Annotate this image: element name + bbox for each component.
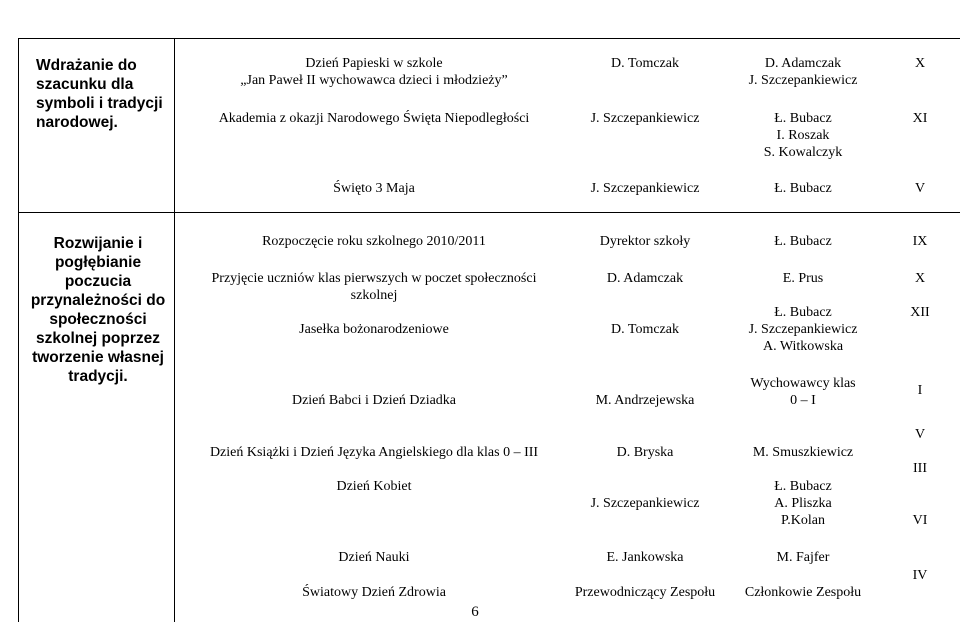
section1-event: Święto 3 Maja bbox=[333, 181, 415, 196]
section2-month: VI bbox=[912, 513, 928, 528]
section1-coordinator: J. Szczepankiewicz bbox=[590, 111, 700, 126]
section1-event: Akademia z okazji Narodowego Święta Niepodległości bbox=[218, 111, 530, 126]
section2-responsible: Ł. Bubacz bbox=[774, 479, 832, 494]
section2-month: I bbox=[917, 383, 923, 398]
section1-coordinator: D. Tomczak bbox=[611, 56, 679, 71]
section2-event: Przyjęcie uczniów klas pierwszych w poczet społeczności bbox=[211, 271, 537, 286]
section1-event: „Jan Paweł II wychowawca dzieci i młodzieży” bbox=[240, 73, 508, 88]
section1-responsible: Ł. Bubacz bbox=[774, 181, 832, 196]
section1-responsible: Ł. Bubacz bbox=[774, 111, 832, 126]
section2-event: Dzień Nauki bbox=[338, 550, 410, 565]
section2-coordinator: M. Andrzejewska bbox=[595, 393, 695, 408]
section1-responsible: I. Roszak bbox=[776, 128, 830, 143]
section1-responsible: S. Kowalczyk bbox=[763, 145, 843, 160]
section2-responsible: Wychowawcy klas bbox=[750, 376, 856, 391]
section2-responsible: Ł. Bubacz bbox=[774, 305, 832, 320]
section-divider bbox=[18, 212, 960, 213]
section2-coordinator: D. Bryska bbox=[616, 445, 674, 460]
table-left-border bbox=[18, 38, 19, 622]
section2-responsible: Członkowie Zespołu bbox=[744, 585, 862, 600]
section2-coordinator: Przewodniczący Zespołu bbox=[574, 585, 716, 600]
section2-responsible: A. Witkowska bbox=[762, 339, 844, 354]
section2-responsible: E. Prus bbox=[782, 271, 824, 286]
section2-goal: Rozwijanie i pogłębianie poczucia przynależności do społeczności szkolnej poprzez tworzenie własnej tradycji. bbox=[30, 235, 166, 385]
section1-responsible: D. Adamczak bbox=[764, 56, 842, 71]
section2-month: V bbox=[914, 427, 926, 442]
section2-month: IV bbox=[912, 568, 928, 583]
section1-coordinator: J. Szczepankiewicz bbox=[590, 181, 700, 196]
section2-event: Jasełka bożonarodzeniowe bbox=[299, 322, 449, 337]
section2-event: Dzień Kobiet bbox=[336, 479, 412, 494]
section1-event: Dzień Papieski w szkole bbox=[305, 56, 443, 71]
section2-month: III bbox=[913, 461, 927, 476]
section2-responsible: M. Fajfer bbox=[776, 550, 830, 565]
section1-responsible: J. Szczepankiewicz bbox=[748, 73, 858, 88]
section1-month: XI bbox=[912, 111, 928, 126]
section2-month: IX bbox=[912, 234, 928, 249]
section2-coordinator: D. Tomczak bbox=[611, 322, 679, 337]
section1-month: V bbox=[914, 181, 926, 196]
section2-responsible: P.Kolan bbox=[781, 513, 825, 528]
section2-responsible: J. Szczepankiewicz bbox=[748, 322, 858, 337]
section2-coordinator: Dyrektor szkoły bbox=[599, 234, 691, 249]
table-top-border bbox=[18, 38, 960, 39]
section2-event: szkolnej bbox=[350, 288, 398, 303]
section2-coordinator: D. Adamczak bbox=[606, 271, 684, 286]
section2-event: Światowy Dzień Zdrowia bbox=[302, 585, 446, 600]
section1-month: X bbox=[914, 56, 926, 71]
section2-coordinator: E. Jankowska bbox=[606, 550, 684, 565]
section2-responsible: M. Smuszkiewicz bbox=[752, 445, 854, 460]
section2-coordinator: J. Szczepankiewicz bbox=[590, 496, 700, 511]
section2-event: Rozpoczęcie roku szkolnego 2010/2011 bbox=[262, 234, 486, 249]
section1-goal: Wdrażanie do szacunku dla symboli i tradycji narodowej. bbox=[36, 57, 163, 131]
section2-month: XII bbox=[910, 305, 930, 320]
page-number: 6 bbox=[471, 604, 479, 620]
section2-responsible: 0 – I bbox=[790, 393, 816, 408]
section2-responsible: A. Pliszka bbox=[774, 496, 832, 511]
section2-event: Dzień Książki i Dzień Języka Angielskiego dla klas 0 – III bbox=[209, 445, 539, 460]
section2-month: X bbox=[914, 271, 926, 286]
section2-event: Dzień Babci i Dzień Dziadka bbox=[291, 393, 457, 408]
section2-responsible: Ł. Bubacz bbox=[774, 234, 832, 249]
goal-column-divider bbox=[174, 38, 175, 622]
